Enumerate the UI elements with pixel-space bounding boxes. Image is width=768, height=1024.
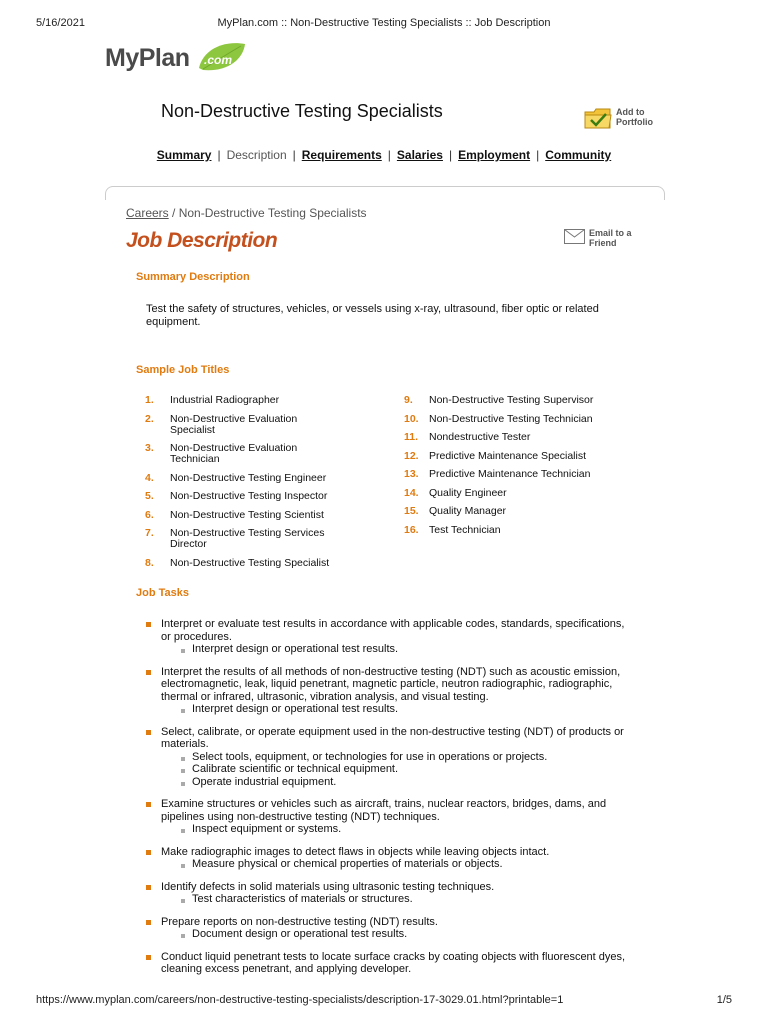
tab-summary[interactable]: Summary [156,148,212,162]
breadcrumb-separator: / [168,206,179,220]
page-title: Non-Destructive Testing Specialists [161,101,443,121]
job-task-text: Interpret or evaluate test results in accordance with applicable codes, standards, specifications, or procedures. [161,618,625,643]
job-task-subitem [161,763,645,776]
job-task-subitem [161,858,645,871]
job-task-subitem-text: Interpret design or operational test results. [192,643,399,655]
job-task-text: Make radiographic images to detect flaws in objects while leaving objects intact. [161,845,550,858]
job-title-item [404,525,644,536]
job-task-subitem [161,751,645,764]
job-title-item [145,443,385,465]
job-title-number: 16. [404,523,419,536]
job-title-text: Quality Manager [429,505,507,517]
print-page-title: MyPlan.com :: Non-Destructive Testing Specialists :: Job Description [217,17,551,29]
job-task-subitem [161,893,645,906]
job-title-item [404,451,644,462]
email-label-line2: Friend [589,238,617,248]
job-title-item [404,432,644,443]
job-task-subitem-text: Operate industrial equipment. [192,775,337,788]
summary-description-heading: Summary Description [136,271,250,283]
job-title-text: Non-Destructive Testing Scientist [170,508,324,521]
job-task-subitem [161,823,645,836]
job-task-text: Conduct liquid penetrant tests to locate surface cracks by coating objects with fluorescent dyes, cleaning excess penetrant, and applying developer. [161,950,626,975]
print-date: 5/16/2021 [36,17,85,29]
gray-bullet-icon [181,934,185,938]
breadcrumb-current: Non-Destructive Testing Specialists [178,206,367,220]
print-footer [36,994,732,1008]
gray-bullet-icon [181,649,185,653]
content-panel-border [105,186,665,200]
job-title-item [145,414,385,436]
job-title-text: Predictive Maintenance Technician [429,468,591,480]
job-task-subitem-text: Test characteristics of materials or structures. [192,893,413,905]
job-task-item [145,666,645,716]
email-to-friend-button[interactable] [564,227,644,249]
job-title-text: Nondestructive Tester [429,431,531,443]
job-title-number: 3. [145,442,154,454]
sample-job-titles-heading: Sample Job Titles [136,364,230,376]
job-title-number: 14. [404,486,419,499]
job-titles-right-column [404,395,644,543]
job-task-subitem [161,928,645,941]
job-title-text: Non-Destructive Evaluation Specialist [170,412,298,436]
tab-requirements[interactable]: Requirements [301,148,382,162]
email-label-line1: Email to a [589,228,632,238]
job-title-item [145,491,385,502]
job-title-text: Non-Destructive Testing Technician [429,412,593,425]
gray-bullet-icon [181,769,185,773]
job-title-item [404,469,644,480]
orange-bullet-icon [146,730,151,735]
job-task-item [145,881,645,906]
job-title-number: 4. [145,471,154,484]
tab-salaries[interactable]: Salaries [396,148,443,162]
job-task-text: Interpret the results of all methods of non-destructive testing (NDT) such as acoustic emission, electromagnetic, leak, liquid penetrant, magnetic particle, neutron radiographic, radiographic, thermal or infrared, ultrasonic, vibration analysis, and visual testing. [161,665,621,703]
job-title-number: 12. [404,449,419,462]
job-task-item [145,916,645,941]
folder-check-icon [584,106,612,130]
job-task-text: Prepare reports on non-destructive testing (NDT) results. [161,915,438,928]
job-task-text: Select, calibrate, or operate equipment used in the non-destructive testing (NDT) of products or materials. [161,725,624,750]
add-to-portfolio-button[interactable] [584,104,664,132]
job-title-item [145,558,385,569]
gray-bullet-icon [181,829,185,833]
job-title-item [404,414,644,425]
tab-community[interactable]: Community [545,148,612,162]
job-title-item [404,395,644,406]
section-tabs: Summary | Description | Requirements | Salaries | Employment | Community [156,148,612,162]
myplan-logo[interactable] [105,40,245,78]
job-task-subitem-text: Interpret design or operational test results. [192,703,399,715]
orange-bullet-icon [146,885,151,890]
job-title-text: Predictive Maintenance Specialist [429,449,586,462]
job-title-text: Non-Destructive Testing Services Director [170,527,325,550]
job-title-text: Non-Destructive Testing Inspector [170,490,328,502]
job-task-subitem-text: Select tools, equipment, or technologies for use in operations or projects. [192,750,548,763]
job-task-item [145,798,645,836]
job-title-item [404,506,644,517]
job-title-number: 10. [404,412,419,425]
logo-suffix: .com [204,53,233,67]
job-task-item [145,726,645,789]
job-task-item [145,846,645,871]
job-title-number: 6. [145,508,154,521]
orange-bullet-icon [146,802,151,807]
gray-bullet-icon [181,899,185,903]
job-task-subitem [161,776,645,789]
job-titles-left-column [145,395,385,576]
job-title-number: 13. [404,468,419,480]
gray-bullet-icon [181,757,185,761]
orange-bullet-icon [146,850,151,855]
job-title-item [404,488,644,499]
job-tasks-list [145,618,645,986]
job-task-text: Examine structures or vehicles such as aircraft, trains, nuclear reactors, bridges, dams, and pipelines using non-destructive testing (NDT) techniques. [161,798,607,823]
job-task-subitem [161,643,645,656]
job-title-text: Test Technician [429,523,501,536]
print-page-number: 1/5 [716,994,732,1006]
job-task-subitem-text: Document design or operational test results. [192,928,408,940]
job-title-number: 11. [404,431,419,443]
job-title-text: Non-Destructive Evaluation Technician [170,442,298,465]
job-title-number: 9. [404,394,413,406]
job-description-heading: Job Description [126,229,278,252]
gray-bullet-icon [181,782,185,786]
job-task-item [145,951,645,976]
orange-bullet-icon [146,670,151,675]
orange-bullet-icon [146,622,151,627]
job-title-number: 8. [145,556,154,569]
job-task-text: Identify defects in solid materials using ultrasonic testing techniques. [161,880,495,893]
job-tasks-heading: Job Tasks [136,587,189,599]
job-title-item [145,395,385,406]
logo-wordmark: MyPlan [105,44,190,72]
job-title-text: Non-Destructive Testing Engineer [170,471,327,484]
job-title-number: 7. [145,527,154,539]
job-title-text: Industrial Radiographer [170,394,280,406]
print-header [36,17,732,31]
job-title-item [145,473,385,484]
print-url: https://www.myplan.com/careers/non-destructive-testing-specialists/description-17-3029.01.html?printable=1 [36,994,564,1006]
envelope-icon [564,229,585,244]
job-task-subitem-text: Measure physical or chemical properties of materials or objects. [192,858,503,870]
summary-text: Test the safety of structures, vehicles, or vessels using x-ray, ultrasound, fiber optic or related equipment. [146,303,599,328]
orange-bullet-icon [146,920,151,925]
job-title-number: 5. [145,490,154,502]
job-title-item [145,528,385,550]
tab-employment[interactable]: Employment [458,148,531,162]
breadcrumb [126,206,367,220]
job-title-number: 1. [145,394,154,406]
job-task-item [145,618,645,656]
tab-description[interactable]: Description [226,148,287,162]
job-title-text: Quality Engineer [429,486,507,499]
job-title-number: 15. [404,505,419,517]
job-title-number: 2. [145,412,154,425]
job-task-subitem-text: Calibrate scientific or technical equipment. [192,763,399,775]
job-title-text: Non-Destructive Testing Supervisor [429,394,594,406]
portfolio-label-line1: Add to [616,107,645,117]
job-title-item [145,510,385,521]
gray-bullet-icon [181,864,185,868]
orange-bullet-icon [146,955,151,960]
job-title-text: Non-Destructive Testing Specialist [170,556,330,569]
breadcrumb-careers-link[interactable]: Careers [126,206,169,220]
job-task-subitem [161,703,645,716]
job-task-subitem-text: Inspect equipment or systems. [192,823,342,835]
gray-bullet-icon [181,709,185,713]
portfolio-label-line2: Portfolio [616,117,653,127]
